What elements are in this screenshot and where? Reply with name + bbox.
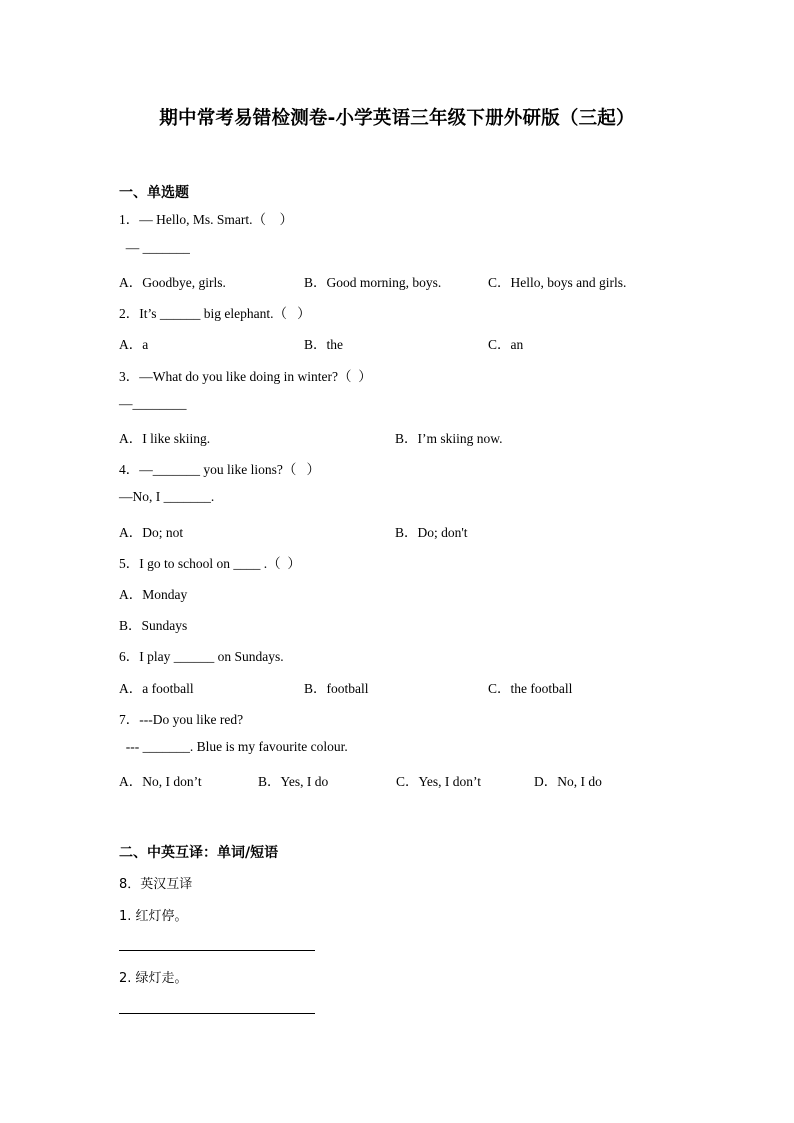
question-4-option-b[interactable]: B．Do; don't [395, 525, 468, 540]
question-7-option-a[interactable]: A．No, I don’t [119, 774, 202, 789]
question-6-stem: 6．I play ______ on Sundays. [119, 649, 284, 664]
question-8-stem [119, 873, 192, 892]
question-8-item-1 [119, 905, 188, 924]
question-4-stem: 4．—_______ you like lions?（ ） [119, 462, 320, 477]
question-7-stem: 7．---Do you like red? [119, 712, 244, 727]
question-3-option-b[interactable]: B．I’m skiing now. [395, 431, 503, 446]
question-3-answer-line: —________ [119, 396, 187, 411]
question-6-option-b[interactable]: B．football [304, 681, 369, 696]
question-7-option-c[interactable]: C．Yes, I don’t [396, 774, 482, 789]
question-7-option-d[interactable]: D．No, I do [534, 774, 602, 789]
question-4-answer-line: —No, I _______. [119, 489, 215, 504]
question-2-stem: 2．It’s ______ big elephant.（ ） [119, 306, 311, 321]
question-8-item-2 [119, 967, 188, 986]
question-3-option-a[interactable]: A．I like skiing. [119, 431, 211, 446]
question-2-option-c[interactable]: C．an [488, 337, 524, 352]
section-heading-translation: 二、中英互译：单词/短语 [119, 845, 279, 861]
answer-blank-2[interactable] [119, 1013, 315, 1014]
question-1-answer-line: — _______ [119, 240, 190, 255]
question-1-option-a[interactable]: A．Goodbye, girls. [119, 275, 226, 290]
question-5-stem: 5．I go to school on ____ .（ ） [119, 556, 301, 571]
question-2-option-a[interactable]: A．a [119, 337, 149, 352]
question-8-item-2-text: 2. 绿灯走。 [119, 971, 188, 986]
document-title: 期中常考易错检测卷-小学英语三年级下册外研版（三起） [159, 108, 635, 129]
question-1-option-c[interactable]: C．Hello, boys and girls. [488, 275, 627, 290]
question-1-stem: 1．— Hello, Ms. Smart.（ ） [119, 212, 293, 227]
question-2-option-b[interactable]: B．the [304, 337, 343, 352]
question-5-option-a[interactable]: A．Monday [119, 587, 188, 602]
question-6-option-a[interactable]: A．a football [119, 681, 194, 696]
answer-blank-1[interactable] [119, 950, 315, 951]
question-1-option-b[interactable]: B．Good morning, boys. [304, 275, 442, 290]
question-5-option-b[interactable]: B．Sundays [119, 618, 188, 633]
question-8-item-1-text: 1. 红灯停。 [119, 909, 188, 924]
question-8-stem-text: 8．英汉互译 [119, 877, 193, 892]
question-4-option-a[interactable]: A．Do; not [119, 525, 184, 540]
question-3-stem: 3．—What do you like doing in winter?（ ） [119, 369, 372, 384]
section-heading-single-choice: 一、单选题 [119, 185, 189, 201]
question-7-option-b[interactable]: B．Yes, I do [258, 774, 329, 789]
question-6-option-c[interactable]: C．the football [488, 681, 573, 696]
question-7-answer-line: --- _______. Blue is my favourite colour. [119, 739, 348, 754]
